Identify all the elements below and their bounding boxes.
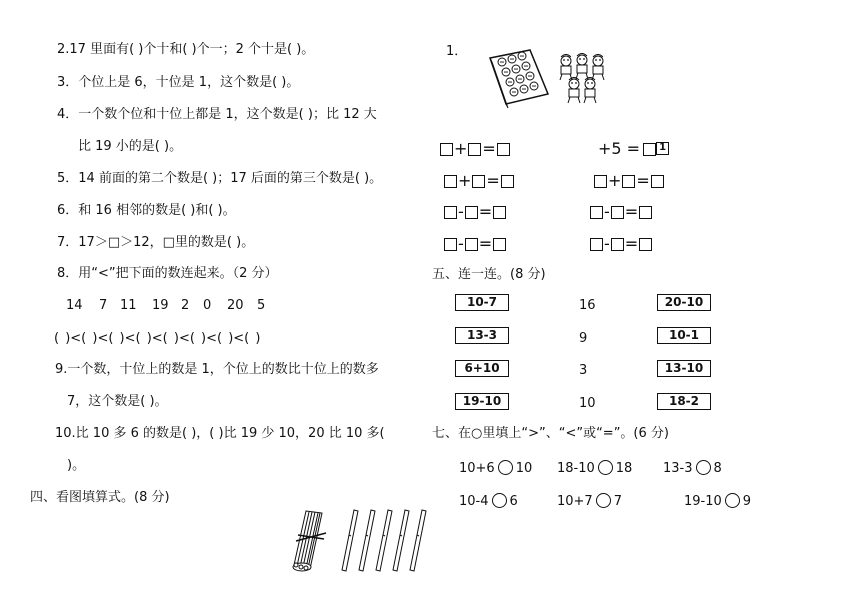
- equals-sign: =: [636, 171, 650, 190]
- equation-subtraction-2: [590, 203, 652, 221]
- question-4-line2: 比 19 小的是( )。: [78, 139, 183, 154]
- answer-box[interactable]: [444, 206, 457, 219]
- answer-box[interactable]: [465, 206, 478, 219]
- answer-box[interactable]: [472, 175, 485, 188]
- q8-number: 20: [227, 298, 244, 313]
- answer-box[interactable]: [611, 206, 624, 219]
- answer-box[interactable]: [590, 238, 603, 251]
- answer-box[interactable]: [497, 143, 510, 156]
- compare-left: 19-10: [684, 494, 722, 509]
- match-left-label: 6+10: [464, 361, 500, 375]
- dolls-group-icon: [556, 52, 612, 106]
- compare-item: [557, 460, 632, 477]
- question-4-line1: 4．一个数个位和十位上都是 1，这个数是( )；比 12 大: [57, 107, 377, 122]
- match-right-label: 20-10: [664, 295, 704, 309]
- answer-box[interactable]: [444, 238, 457, 251]
- question-6: 6．和 16 相邻的数是( )和( )。: [57, 203, 236, 218]
- answer-box[interactable]: [444, 175, 457, 188]
- plus-sign: +: [454, 139, 468, 158]
- item-1-label: 1．: [446, 44, 468, 59]
- compare-right: 9: [742, 494, 752, 509]
- q8-number: 2: [181, 298, 190, 313]
- equals-sign: =: [624, 202, 639, 221]
- equals-sign: =: [482, 139, 496, 158]
- answer-box[interactable]: [611, 238, 624, 251]
- answer-box[interactable]: [622, 175, 635, 188]
- answer-box[interactable]: [440, 143, 453, 156]
- minus-sign: -: [458, 202, 464, 221]
- equals-sign: =: [478, 234, 493, 253]
- equation-subtraction-4: [590, 235, 652, 253]
- compare-item: [557, 493, 622, 510]
- q8-number: 11: [120, 298, 137, 313]
- question-9-line1: 9.一个数，十位上的数是 1，个位上的数比十位上的数多: [55, 362, 379, 377]
- answer-box[interactable]: [594, 175, 607, 188]
- question-5: 5．14 前面的第二个数是( )；17 后面的第三个数是( )。: [57, 171, 383, 186]
- equals-sign: =: [624, 234, 639, 253]
- plus-sign: +: [458, 171, 472, 190]
- egg-tray-dolls-icon: [486, 44, 550, 110]
- answer-box[interactable]: [639, 206, 652, 219]
- compare-right: 10: [515, 461, 533, 476]
- equation-addition-2: [444, 172, 514, 190]
- q8-number: 5: [257, 298, 266, 313]
- compare-circle[interactable]: [492, 493, 507, 508]
- minus-sign: -: [604, 202, 610, 221]
- compare-circle[interactable]: [725, 493, 740, 508]
- answer-box[interactable]: [493, 238, 506, 251]
- match-middle-number[interactable]: 3: [579, 363, 588, 378]
- section-7-heading: 七、在○里填上“>”、“<”或“=”。(6 分): [432, 426, 669, 441]
- match-middle-number[interactable]: 16: [579, 298, 596, 313]
- match-right-box[interactable]: [657, 294, 711, 311]
- match-right-box[interactable]: [657, 327, 711, 344]
- badge-one: 1: [656, 142, 669, 155]
- equation-addition-3: [594, 172, 664, 190]
- match-left-box[interactable]: [455, 393, 509, 410]
- plus-sign: +: [608, 171, 622, 190]
- loose-sticks-icon: [342, 510, 426, 571]
- answer-box[interactable]: [651, 175, 664, 188]
- compare-right: 7: [613, 494, 622, 509]
- q8-number: 14: [66, 298, 83, 313]
- match-right-box[interactable]: [657, 360, 711, 377]
- equals-sign: =: [478, 202, 493, 221]
- question-8: 8．用“<”把下面的数连起来。（2 分）: [57, 266, 278, 281]
- match-middle-number[interactable]: 10: [579, 396, 596, 411]
- plus-five-text: +5 =: [598, 139, 641, 158]
- match-right-box[interactable]: [657, 393, 711, 410]
- q8-number: 7: [99, 298, 108, 313]
- match-left-label: 13-3: [466, 328, 498, 342]
- compare-circle[interactable]: [696, 460, 711, 475]
- match-left-box[interactable]: [455, 294, 509, 311]
- answer-box[interactable]: [465, 238, 478, 251]
- question-3: 3．个位上是 6，十位是 1，这个数是( )。: [57, 75, 300, 90]
- minus-sign: -: [458, 234, 464, 253]
- equation-addition-1: [440, 140, 510, 158]
- answer-box[interactable]: [590, 206, 603, 219]
- answer-box[interactable]: [501, 175, 514, 188]
- match-left-label: 19-10: [462, 394, 502, 408]
- section-4-heading: 四、看图填算式。(8 分): [30, 490, 170, 505]
- answer-box[interactable]: [643, 143, 656, 156]
- compare-item: [459, 493, 518, 510]
- match-left-box[interactable]: [455, 360, 509, 377]
- compare-left: 10-4: [459, 494, 489, 509]
- question-10-line1: 10.比 10 多 6 的数是( )，( )比 19 少 10，20 比 10 多(: [55, 426, 385, 441]
- compare-item: [684, 493, 751, 510]
- compare-left: 13-3: [663, 461, 693, 476]
- compare-right: 8: [713, 461, 722, 476]
- q8-number: 0: [203, 298, 212, 313]
- equation-subtraction-3: [444, 235, 506, 253]
- match-left-box[interactable]: [455, 327, 509, 344]
- compare-left: 18-10: [557, 461, 595, 476]
- match-right-label: 13-10: [664, 361, 704, 375]
- question-9-line2: 7，这个数是( )。: [67, 394, 168, 409]
- match-right-label: 18-2: [668, 394, 700, 408]
- minus-sign: -: [604, 234, 610, 253]
- equation-plus-five: [598, 140, 669, 158]
- question-7: 7．17＞□＞12，□里的数是( )。: [57, 235, 255, 250]
- question-2: 2.17 里面有( )个十和( )个一；2 个十是( )。: [57, 42, 315, 57]
- answer-box[interactable]: [468, 143, 481, 156]
- compare-item: [459, 460, 532, 477]
- sticks-illustration: [286, 505, 436, 577]
- answer-box[interactable]: [493, 206, 506, 219]
- compare-item: [663, 460, 722, 477]
- q8-blanks: ( )<( )<( )<( )<( )<( )<( )<( ): [54, 331, 261, 346]
- q8-number: 19: [152, 298, 169, 313]
- equation-subtraction-1: [444, 203, 506, 221]
- match-left-label: 10-7: [466, 295, 498, 309]
- compare-circle[interactable]: [598, 460, 613, 475]
- stick-bundle-icon: [293, 511, 326, 571]
- match-right-label: 10-1: [668, 328, 700, 342]
- question-10-line2: )。: [67, 458, 86, 473]
- compare-left: 10+6: [459, 461, 495, 476]
- compare-right: 18: [615, 461, 633, 476]
- answer-box[interactable]: [639, 238, 652, 251]
- compare-circle[interactable]: [498, 460, 513, 475]
- section-5-heading: 五、连一连。(8 分): [432, 267, 546, 282]
- compare-right: 6: [509, 494, 518, 509]
- match-middle-number[interactable]: 9: [579, 331, 588, 346]
- equals-sign: =: [486, 171, 500, 190]
- compare-circle[interactable]: [596, 493, 611, 508]
- compare-left: 10+7: [557, 494, 593, 509]
